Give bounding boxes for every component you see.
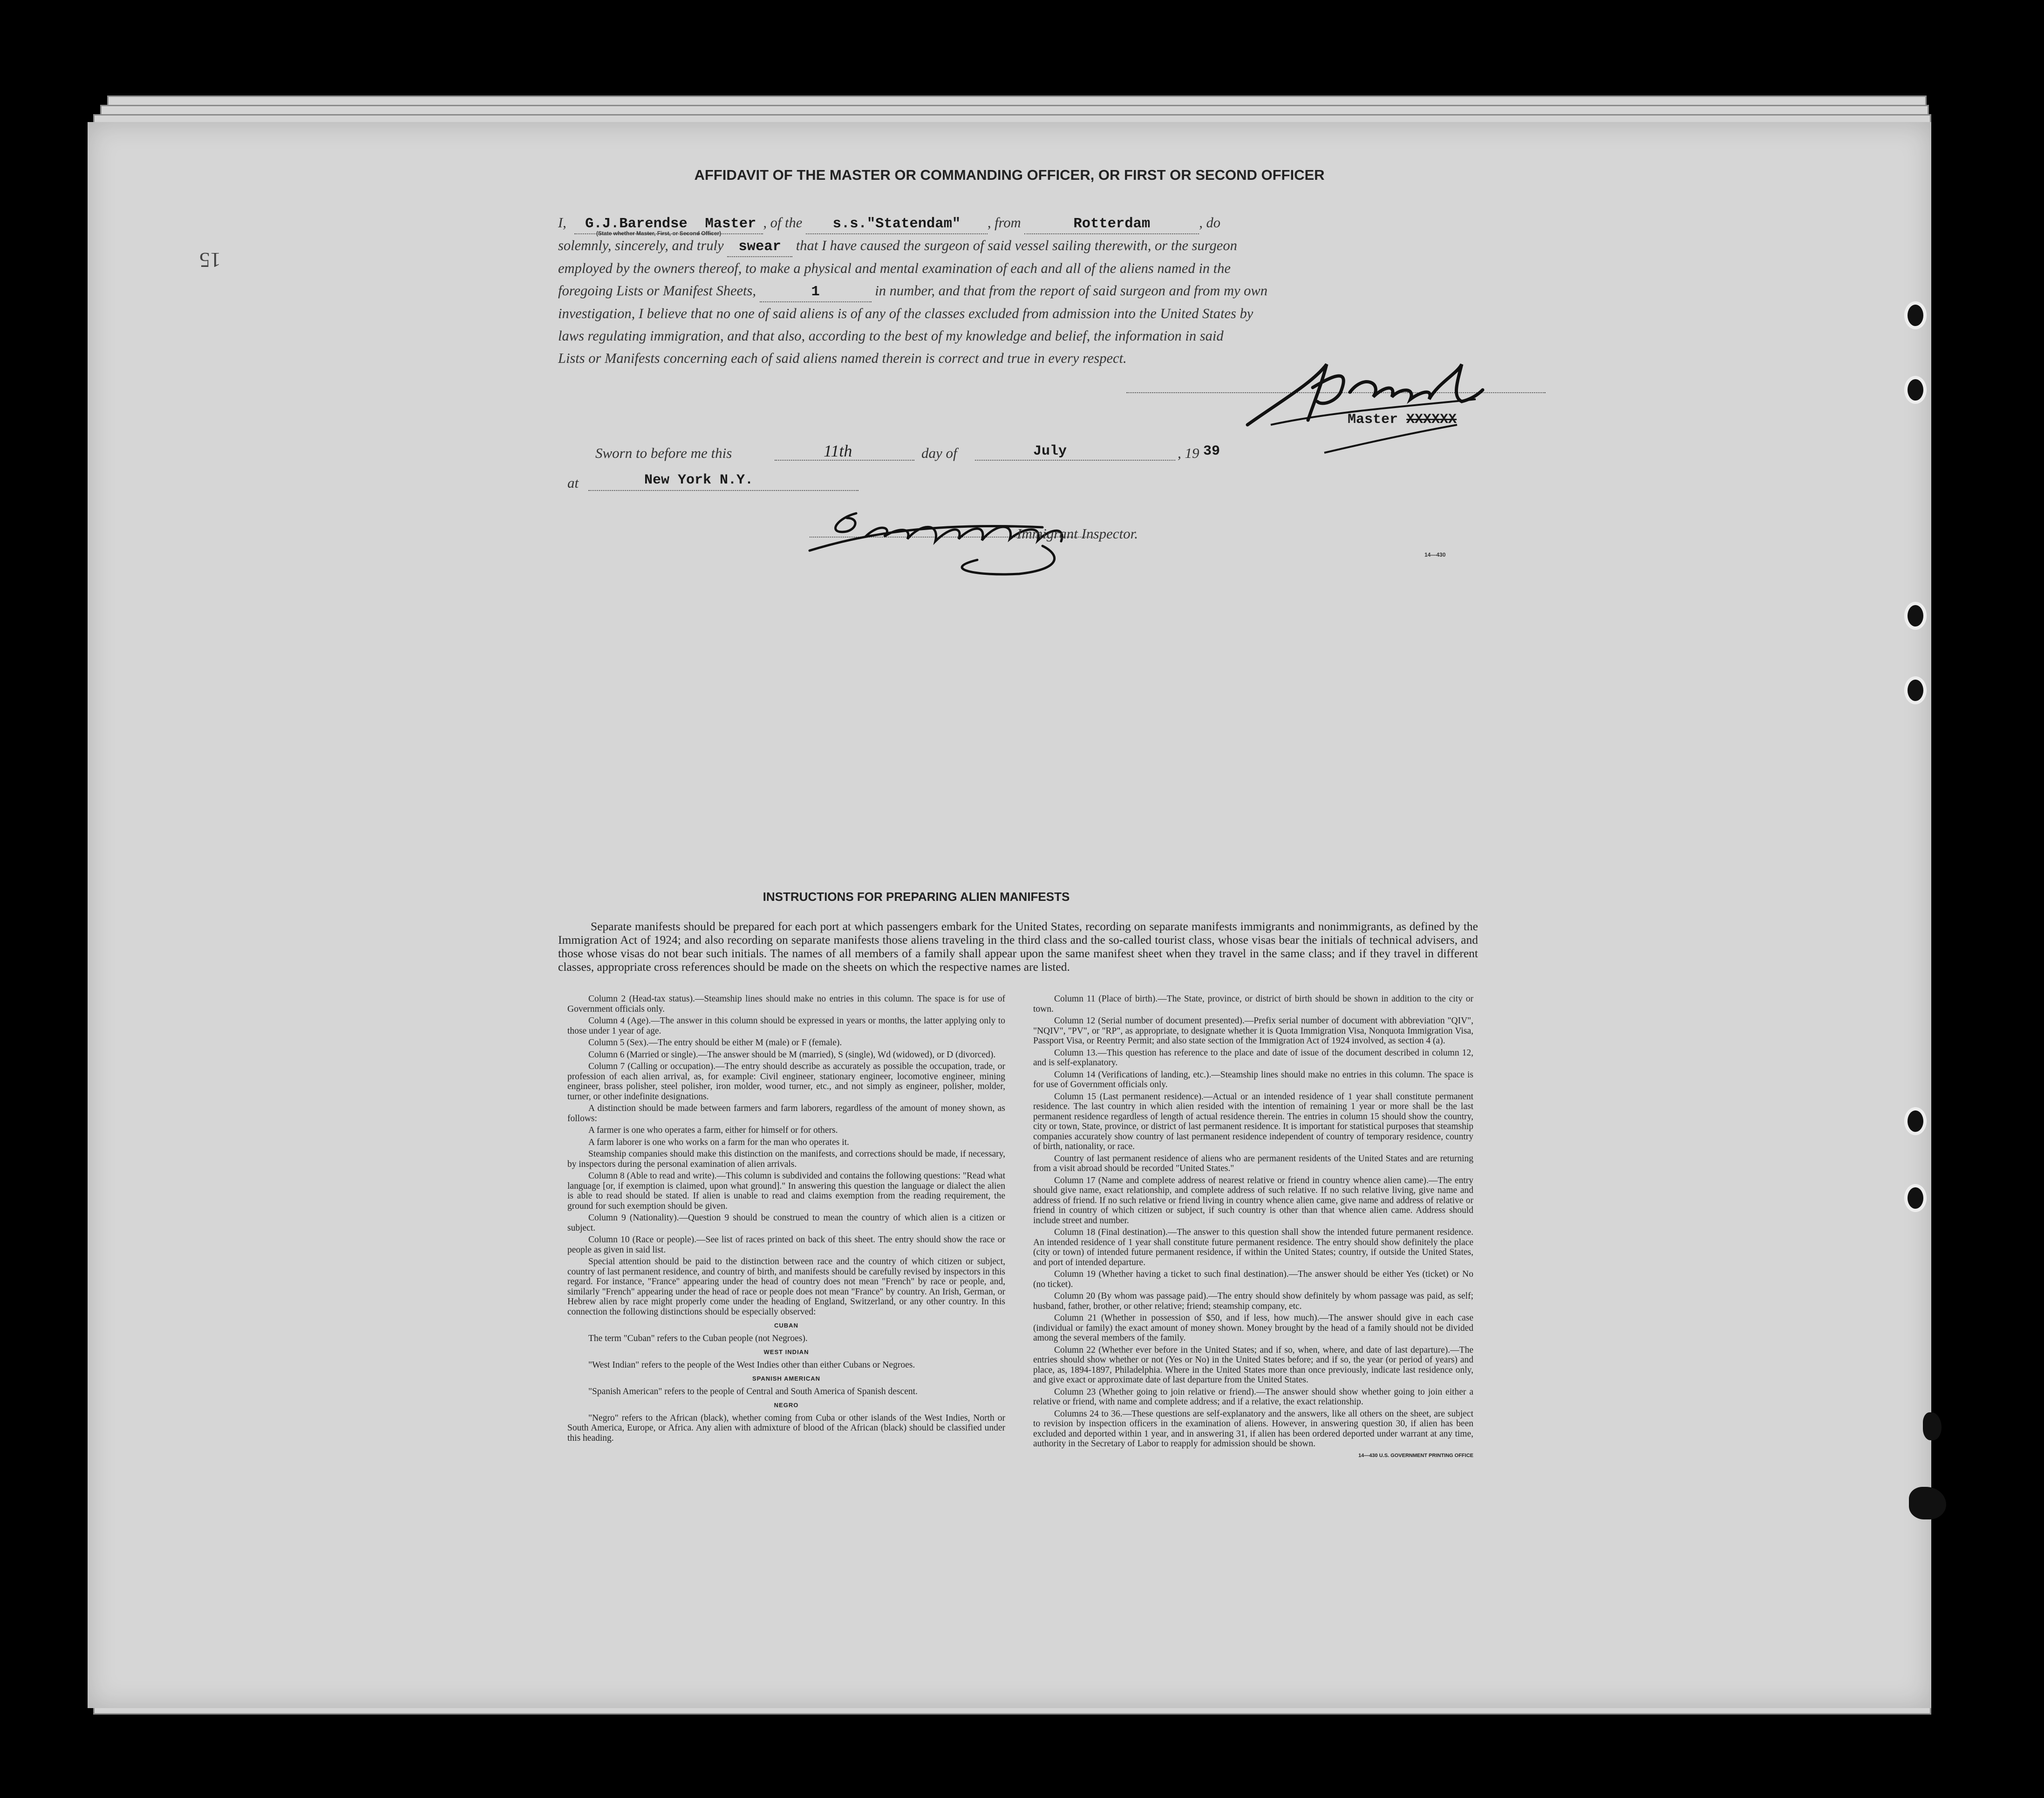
instruction-paragraph: Column 15 (Last permanent residence).—Actual or an intended residence of 1 year shall constitute permanent residence. The last country in which alien resided with the intention of remaining 1 year or more shall be the last permanent residence regardless of length of actual residence therein. The entries in column 15 should show the country, city or town, State, province, or district of last permanent residence. It is important for statistical purposes that steamship companies accurately show country of last permanent residence independent of country of temporary residence, country of birth, nationality, or race. <box>1033 1091 1473 1151</box>
affidavit-text: solemnly, sincerely, and truly <box>558 238 724 253</box>
instruction-paragraph: Column 5 (Sex).—The entry should be either M (male) or F (female). <box>588 1038 842 1048</box>
affidavit-line-7: Lists or Manifests concerning each of said aliens named therein is correct and true in every respect. <box>558 350 1127 366</box>
form-number: 14—430 <box>1424 552 1446 558</box>
instructions-left-column <box>567 994 1005 1445</box>
instruction-paragraph: Column 12 (Serial number of document presented).—Prefix serial number of document with abbreviation "QIV", "NQIV", "PV", or "RP", as appropriate, to designate whether it is Quota Immigration Visa, Nonquota Immigration Visa, Passport Visa, or Reentry Permit; and also state section of the Immigration Act of 1924 involved, as section 4 (a). <box>1033 1016 1473 1046</box>
master-name: G.J.Barendse <box>574 215 698 234</box>
section-heading: CUBAN <box>774 1322 798 1329</box>
instruction-paragraph: A farmer is one who operates a farm, either for himself or for others. <box>588 1125 838 1135</box>
manifest-page <box>88 122 1931 1708</box>
punch-hole-icon <box>1904 1107 1927 1135</box>
instruction-paragraph: Steamship companies should make this distinction on the manifests, and corrections should be made, if necessary, by inspectors during the personal examination of alien arrivals. <box>567 1149 1005 1169</box>
instruction-paragraph: Column 23 (Whether going to join relative or friend).—The answer should show whether going to join either a relative or friend, with name and complete address; and if a relative, the exact relationship. <box>1033 1387 1473 1407</box>
section-heading: SPANISH AMERICAN <box>752 1375 820 1382</box>
day-of-text: day of <box>921 445 957 461</box>
instruction-paragraph: Column 2 (Head-tax status).—Steamship lines should make no entries in this column. The space is for use of Government officials only. <box>567 994 1005 1014</box>
instruction-paragraph: Special attention should be paid to the distinction between race and the country of which citizen or subject, country of last permanent residence, and country of birth, and manifests should be carefully revised by inspectors in this regard. For instance, "France" appearing under the head of country does not mean "French" by race or people, and, similarly "French" appearing under the head of race or people does not mean "France" by country. An Irish, German, or Hebrew alien by race might properly come under the heading of England, Switzerland, or any other country. In this connection the following distinctions should be especially observed: <box>567 1257 1005 1317</box>
affidavit-text: , of the <box>763 215 803 231</box>
instruction-paragraph: Column 14 (Verifications of landing, etc.).—Steamship lines should make no entries in this column. The space is for use of Government officials only. <box>1033 1069 1473 1090</box>
instruction-paragraph: A distinction should be made between farmers and farm laborers, regardless of the amount of money shown, as follows: <box>567 1103 1005 1124</box>
affidavit-line-6: laws regulating immigration, and that also, according to the best of my knowledge and belief, the information in said <box>558 328 1224 344</box>
affidavit-text: in number, and that from the report of said surgeon and from my own <box>875 283 1267 299</box>
instruction-paragraph: Column 10 (Race or people).—See list of races printed on back of this sheet. The entry should show the race or people as given in said list. <box>567 1235 1005 1255</box>
section-heading: WEST INDIAN <box>763 1348 809 1355</box>
affidavit-line-5: investigation, I believe that no one of said aliens is of any of the classes excluded from admission into the United States by <box>558 306 1254 321</box>
instruction-paragraph: Column 9 (Nationality).—Question 9 should be construed to mean the country of which alien is a citizen or subject. <box>567 1213 1005 1233</box>
affidavit-line-3: employed by the owners thereof, to make a physical and mental examination of each and all of the aliens named in the <box>558 260 1231 276</box>
affidavit-text: I, <box>558 215 566 231</box>
punch-hole-icon <box>1904 602 1927 630</box>
signature-flourish <box>1322 420 1462 457</box>
margin-note: 15 <box>199 248 221 272</box>
affidavit-text: , from <box>987 215 1021 231</box>
signer-title-struck: XXXXXX <box>1406 412 1457 428</box>
punch-hole-icon <box>1904 376 1927 404</box>
instruction-paragraph: Column 13.—This question has reference to the place and date of issue of the document described in column 12, and is self-explanatory. <box>1033 1048 1473 1068</box>
affidavit-text: that I have caused the surgeon of said vessel sailing therewith, or the surgeon <box>796 238 1237 253</box>
instruction-paragraph: Column 22 (Whether ever before in the United States; and if so, when, where, and date of last departure).—The entries should show whether or not (Yes or No) in the United States before; and if so, the year (or period of years) and place, as, 1894-1897, Philadelphia. Where in the United States more than once previously, indicate last residence only, and give exact or approximate date of last departure from the United States. <box>1033 1345 1473 1385</box>
year-prefix: , 19 <box>1178 445 1199 461</box>
instruction-paragraph: Column 8 (Able to read and write).—This column is subdivided and contains the following questions: "Read what language [or, if exemption is claimed, upon what ground]." In answering this question the language or dialect the alien is able to read should be stated. If alien is unable to read and claims exemption from the reading requirement, the ground for such exemption should be given. <box>567 1171 1005 1211</box>
at-text: at <box>567 475 579 491</box>
instruction-paragraph: Country of last permanent residence of aliens who are permanent residents of the United States and are returning from a visit abroad should be recorded "United States." <box>1033 1153 1473 1173</box>
instruction-paragraph: The term "Cuban" refers to the Cuban people (not Negroes). <box>588 1333 808 1343</box>
affidavit-text: , do <box>1199 215 1221 231</box>
signer-title-text: Master <box>1348 412 1398 428</box>
instruction-paragraph: Column 18 (Final destination).—The answer to this question shall show the intended future permanent residence. An intended residence of 1 year shall constitute future permanent residence. The entry should show definitely the place (city or town) of intended future permanent residence, if within the United States; country, if outside the United States, and port of intended departure. <box>1033 1227 1473 1267</box>
sworn-day: 11th <box>824 442 852 460</box>
place-line <box>588 490 858 491</box>
inspector-label: Immigrant Inspector. <box>1017 525 1138 542</box>
instruction-paragraph: Column 17 (Name and complete address of nearest relative or friend in country whence alien came).—The entry should give name, exact relationship, and complete address of such relative. If no such relative living, give name and address of friend. If no such relative or friend living in country whence alien came, give name and address of relative or friend in country of which citizen or subject, if such country is other than that whence alien came. Address should include street and number. <box>1033 1175 1473 1226</box>
affidavit-line-2 <box>558 234 1471 257</box>
affidavit-text: foregoing Lists or Manifest Sheets, <box>558 283 756 299</box>
instruction-paragraph: Column 21 (Whether in possession of $50, and if less, how much).—The answer should give in each case (individual or family) the exact amount of money shown. Money brought by the head of a family should not be divided among the several members of the family. <box>1033 1313 1473 1343</box>
instruction-paragraph: "Spanish American" refers to the people of Central and South America of Spanish descent. <box>588 1386 918 1396</box>
punch-hole-icon <box>1904 301 1927 329</box>
instructions-intro: Separate manifests should be prepared for each port at which passengers embark for the United States, recording on separate manifests immigrants and nonimmigrants, as defined by the Immigration Act of 1924; and also recording on separate manifests those aliens traveling in the third class and the so-called tourist class, whose visas bear the initials of technical advisers, and those whose visas do not bear such initials. The names of all members of a family shall appear upon the same manifest sheet when they travel in the same class; and if they travel in different classes, appropriate cross references should be made on the sheets on which the respective names are listed. <box>558 919 1478 974</box>
instruction-paragraph: Column 20 (By whom was passage paid).—The entry should show definitely by whom passage was paid, as self; husband, father, brother, or other relative; friend; steamship company, etc. <box>1033 1291 1473 1311</box>
officer-rank: Master <box>698 215 763 234</box>
instruction-paragraph: Columns 24 to 36.—These questions are self-explanatory and the answers, like all others on the sheet, are subject to revision by inspection officers in the examination of aliens. However, in answering question 30, if alien has been excluded and deported within 1 year, and in answering 31, if alien has been ordered deported under warrant at any time, authority in the Secretary of Labor to reapply for admission should be shown. <box>1033 1409 1473 1449</box>
instruction-paragraph: Column 6 (Married or single).—The answer should be M (married), S (single), Wd (widowed), or D (divorced). <box>588 1049 996 1060</box>
sworn-month-line <box>975 460 1175 461</box>
instruction-paragraph: "Negro" refers to the African (black), whether coming from Cuba or other islands of the West Indies, North or South America, Europe, or Africa. Any alien with admixture of blood of the African (black) should be classified under this heading. <box>567 1413 1005 1443</box>
torn-edge-icon <box>1909 1487 1946 1519</box>
departure-port: Rotterdam <box>1024 215 1199 234</box>
instruction-paragraph: Column 19 (Whether having a ticket to such final destination).—The answer should be either Yes (ticket) or No (no ticket). <box>1033 1269 1473 1289</box>
section-heading: NEGRO <box>774 1402 799 1409</box>
rank-hint: (State whether Master, First, or Second Officer) <box>596 230 722 237</box>
printing-office-footer: 14—430 U.S. GOVERNMENT PRINTING OFFICE <box>1358 1452 1473 1458</box>
punch-hole-icon <box>1904 1184 1927 1212</box>
instruction-paragraph: "West Indian" refers to the people of the West Indies other than either Cubans or Negroes. <box>588 1360 915 1370</box>
ship-name: s.s."Statendam" <box>806 215 988 234</box>
sworn-month: July <box>1033 443 1067 459</box>
manifest-sheet-count: 1 <box>760 283 872 302</box>
torn-edge-icon <box>1923 1412 1942 1440</box>
affidavit-title: AFFIDAVIT OF THE MASTER OR COMMANDING OFFICER, OR FIRST OR SECOND OFFICER <box>694 167 1325 183</box>
instruction-paragraph: Column 4 (Age).—The answer in this column should be expressed in years or months, the latter applying only to those under 1 year of age. <box>567 1016 1005 1036</box>
instructions-right-column <box>1033 994 1473 1463</box>
instruction-paragraph: Column 7 (Calling or occupation).—The entry should describe as accurately as possible the occupation, trade, or profession of each alien arrival, as, for example: Civil engineer, stationary engineer, locomotive engineer, mining engineer, brass polisher, steel polisher, iron molder, wood turner, etc., and not simply as engineer, polisher, molder, turner, or other indefinite designations. <box>567 1062 1005 1102</box>
instructions-title: INSTRUCTIONS FOR PREPARING ALIEN MANIFESTS <box>763 890 1070 904</box>
instruction-paragraph: Column 11 (Place of birth).—The State, province, or district of birth should be shown in addition to the city or town. <box>1033 994 1473 1014</box>
sworn-place: New York N.Y. <box>644 472 754 488</box>
punch-hole-icon <box>1904 676 1927 704</box>
affidavit-line-4 <box>558 279 1471 302</box>
oath-type: swear <box>727 238 792 257</box>
sworn-year: 39 <box>1203 443 1220 459</box>
instruction-paragraph: A farm laborer is one who works on a farm for the man who operates it. <box>588 1137 849 1147</box>
sworn-text: Sworn to before me this <box>595 445 732 461</box>
